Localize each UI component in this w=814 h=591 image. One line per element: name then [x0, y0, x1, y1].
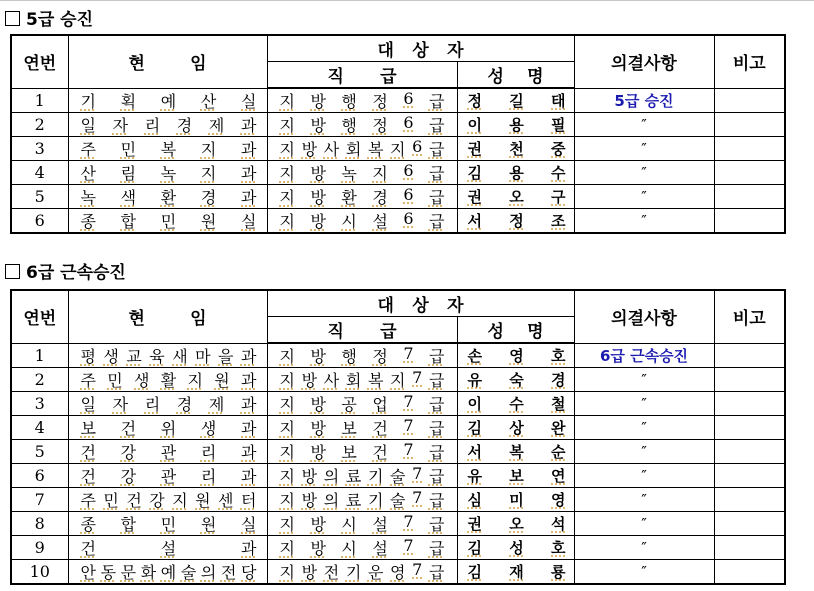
cell-decision: 6급 근속승진 [574, 343, 714, 368]
cell-decision: ″ [574, 512, 714, 536]
cell-rank: 지 방 녹 지 6 급 [267, 161, 457, 185]
table-body [11, 290, 785, 584]
cell-remark [714, 137, 785, 161]
cell-rank: 지 방 행 정 6 급 [267, 113, 457, 137]
table-row [11, 416, 785, 440]
cell-rank: 지 방 시 설 6 급 [267, 209, 457, 234]
cell-rank: 지 방 보 건 7 급 [267, 416, 457, 440]
header-row [11, 35, 785, 62]
cell-decision: ″ [574, 113, 714, 137]
table-row [11, 113, 785, 137]
cell-name: 권 오 석 [457, 512, 574, 536]
table-row [11, 209, 785, 234]
cell-name: 김 상 완 [457, 416, 574, 440]
header-target: 대 상 자 [267, 35, 574, 62]
cell-rank: 지 방 행 정 6 급 [267, 88, 457, 113]
cell-rank: 지 방 의 료 기 술 7 급 [267, 488, 457, 512]
cell-decision: ″ [574, 137, 714, 161]
cell-no: 3 [11, 137, 68, 161]
cell-name: 서 복 순 [457, 440, 574, 464]
cell-dept: 주 민 건 강 지 원 센 터 [68, 488, 267, 512]
table-row [11, 343, 785, 368]
cell-no: 5 [11, 185, 68, 209]
promotion-table-5 [10, 34, 786, 234]
cell-remark [714, 185, 785, 209]
cell-remark [714, 536, 785, 560]
cell-name: 이 수 철 [457, 392, 574, 416]
table-row [11, 185, 785, 209]
cell-dept: 녹 색 환 경 과 [68, 185, 267, 209]
table-row [11, 440, 785, 464]
cell-decision: ″ [574, 161, 714, 185]
cell-remark [714, 209, 785, 234]
section-title-5 [5, 5, 93, 30]
cell-name: 서 정 조 [457, 209, 574, 234]
cell-dept: 건 강 관 리 과 [68, 464, 267, 488]
cell-remark [714, 440, 785, 464]
cell-rank: 지 방 시 설 7 급 [267, 536, 457, 560]
cell-name: 손 영 호 [457, 343, 574, 368]
header-current-post: 현 임 [68, 35, 267, 88]
cell-decision: ″ [574, 209, 714, 234]
cell-no: 8 [11, 512, 68, 536]
cell-remark [714, 464, 785, 488]
cell-dept: 일 자 리 경 제 과 [68, 113, 267, 137]
cell-dept: 산 림 녹 지 과 [68, 161, 267, 185]
cell-decision: ″ [574, 560, 714, 585]
table-body [11, 35, 785, 233]
cell-rank: 지 방 보 건 7 급 [267, 440, 457, 464]
cell-rank: 지 방 시 설 7 급 [267, 512, 457, 536]
table-row [11, 161, 785, 185]
cell-remark [714, 113, 785, 137]
header-target: 대 상 자 [267, 290, 574, 317]
cell-remark [714, 368, 785, 392]
header-decision: 의결사항 [574, 35, 714, 88]
cell-no: 1 [11, 343, 68, 368]
section-title-6 [5, 258, 126, 283]
cell-rank: 지 방 사 회 복 지 6 급 [267, 137, 457, 161]
cell-rank: 지 방 환 경 6 급 [267, 185, 457, 209]
cell-remark [714, 343, 785, 368]
header-no: 연번 [11, 35, 68, 88]
cell-dept: 종 합 민 원 실 [68, 209, 267, 234]
cell-no: 2 [11, 113, 68, 137]
table-row [11, 464, 785, 488]
cell-dept: 종 합 민 원 실 [68, 512, 267, 536]
cell-remark [714, 392, 785, 416]
cell-no: 4 [11, 161, 68, 185]
cell-dept: 기 획 예 산 실 [68, 88, 267, 113]
cell-remark [714, 488, 785, 512]
header-rank: 직 급 [267, 317, 457, 344]
cell-dept: 건 설 과 [68, 536, 267, 560]
cell-no: 4 [11, 416, 68, 440]
cell-decision: 5급 승진 [574, 88, 714, 113]
cell-remark [714, 512, 785, 536]
cell-decision: ″ [574, 392, 714, 416]
table-row [11, 560, 785, 585]
cell-no: 6 [11, 209, 68, 234]
cell-no: 10 [11, 560, 68, 585]
cell-no: 2 [11, 368, 68, 392]
header-row [11, 290, 785, 317]
cell-name: 김 재 룡 [457, 560, 574, 585]
header-remark: 비고 [714, 35, 785, 88]
cell-rank: 지 방 공 업 7 급 [267, 392, 457, 416]
cell-no: 6 [11, 464, 68, 488]
cell-name: 권 오 구 [457, 185, 574, 209]
cell-decision: ″ [574, 368, 714, 392]
cell-dept: 일 자 리 경 제 과 [68, 392, 267, 416]
cell-decision: ″ [574, 440, 714, 464]
table-row [11, 88, 785, 113]
table-row [11, 137, 785, 161]
cell-dept: 주 민 복 지 과 [68, 137, 267, 161]
cell-rank: 지 방 전 기 운 영 7 급 [267, 560, 457, 585]
top-border-line [0, 0, 814, 1]
cell-name: 유 보 연 [457, 464, 574, 488]
header-remark: 비고 [714, 290, 785, 343]
checkbox-square-icon [5, 11, 20, 26]
cell-rank: 지 방 사 회 복 지 7 급 [267, 368, 457, 392]
checkbox-square-icon [5, 264, 20, 279]
cell-no: 5 [11, 440, 68, 464]
cell-remark [714, 161, 785, 185]
cell-rank: 지 방 의 료 기 술 7 급 [267, 464, 457, 488]
header-name: 성 명 [457, 62, 574, 89]
cell-name: 심 미 영 [457, 488, 574, 512]
cell-decision: ″ [574, 488, 714, 512]
table-row [11, 512, 785, 536]
cell-dept: 보 건 위 생 과 [68, 416, 267, 440]
cell-no: 3 [11, 392, 68, 416]
cell-name: 이 용 필 [457, 113, 574, 137]
section-title-text: 6급 근속승진 [26, 263, 126, 283]
cell-decision: ″ [574, 185, 714, 209]
promotion-table-6 [10, 289, 786, 585]
cell-dept: 평 생 교 육 새 마 을 과 [68, 343, 267, 368]
cell-no: 1 [11, 88, 68, 113]
header-rank: 직 급 [267, 62, 457, 89]
cell-dept: 안 동 문 화 예 술 의 전 당 [68, 560, 267, 585]
cell-name: 유 숙 경 [457, 368, 574, 392]
header-decision: 의결사항 [574, 290, 714, 343]
table-row [11, 536, 785, 560]
cell-rank: 지 방 행 정 7 급 [267, 343, 457, 368]
header-no: 연번 [11, 290, 68, 343]
table-row [11, 392, 785, 416]
cell-name: 김 용 수 [457, 161, 574, 185]
cell-dept: 건 강 관 리 과 [68, 440, 267, 464]
section-title-text: 5급 승진 [26, 10, 94, 30]
header-current-post: 현 임 [68, 290, 267, 343]
cell-decision: ″ [574, 464, 714, 488]
cell-no: 9 [11, 536, 68, 560]
cell-name: 김 성 호 [457, 536, 574, 560]
cell-remark [714, 416, 785, 440]
cell-dept: 주 민 생 활 지 원 과 [68, 368, 267, 392]
table-row [11, 488, 785, 512]
cell-decision: ″ [574, 416, 714, 440]
table-row [11, 368, 785, 392]
cell-no: 7 [11, 488, 68, 512]
header-name: 성 명 [457, 317, 574, 344]
cell-remark [714, 560, 785, 585]
cell-name: 정 길 태 [457, 88, 574, 113]
cell-name: 권 천 중 [457, 137, 574, 161]
cell-remark [714, 88, 785, 113]
cell-decision: ″ [574, 536, 714, 560]
